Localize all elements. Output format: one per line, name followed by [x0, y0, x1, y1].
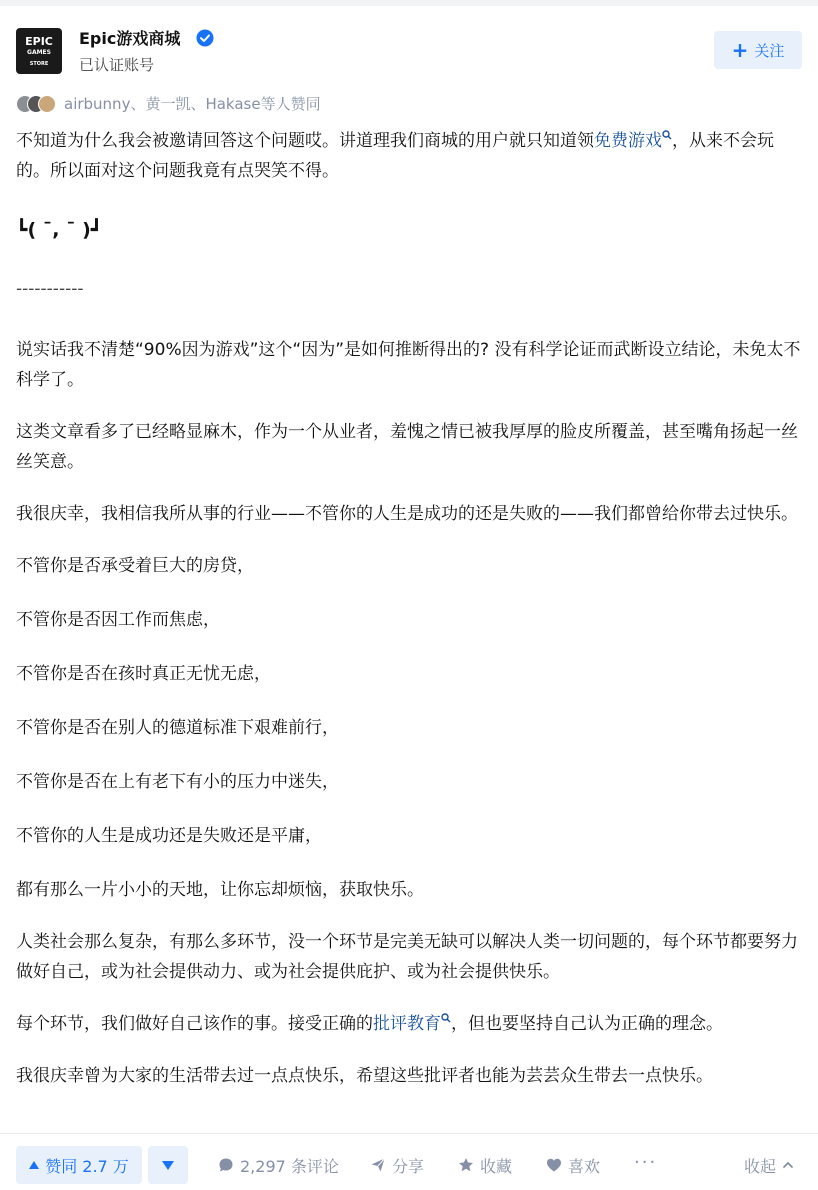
paragraph: 人类社会那么复杂，有那么多环节，没一个环节是完美无缺可以解决人类一切问题的，每个环节都要努力做好自己，或为社会提供动力、或为社会提供庇护、或为社会提供快乐。 [16, 932, 798, 982]
heart-icon [546, 1157, 562, 1173]
action-bar [16, 1146, 802, 1186]
paragraph: 我很庆幸，我相信我所从事的行业——不管你的人生是成功的还是失败的——我们都曾给你带去过快乐。 [16, 504, 798, 524]
likers-row[interactable] [16, 92, 321, 114]
paragraph: 这类文章看多了已经略显麻木，作为一个从业者，羞愧之情已被我厚厚的脸皮所覆盖，甚至嘴角扬起一丝丝笑意。 [16, 422, 798, 472]
follow-label: 关注 [754, 41, 785, 60]
paragraph: 不管你是否在别人的德道标准下艰难前行， [16, 718, 339, 738]
comment-icon [218, 1157, 234, 1173]
logo-text-games: GAMES [27, 49, 51, 56]
paragraph: 说实话我不清楚“90%因为游戏”这个“因为”是如何推断得出的? 没有科学论证而武断设立结论，未免太不科学了。 [16, 340, 801, 390]
comments-button[interactable] [218, 1146, 339, 1184]
downvote-button[interactable] [148, 1146, 188, 1184]
answer-header [16, 28, 802, 76]
upvote-button[interactable] [16, 1146, 142, 1184]
answer-content [16, 126, 802, 1091]
logo-text-epic: EPIC [25, 35, 53, 48]
separator-text: ----------- [16, 279, 84, 299]
plus-icon: + [731, 38, 749, 62]
upvote-label: 赞同 2.7 万 [45, 1156, 129, 1176]
share-icon [370, 1157, 386, 1173]
paragraph-text: 每个环节，我们做好自己该作的事。接受正确的 [16, 1014, 373, 1034]
paragraph: 不管你是否在孩时真正无忧无虑， [16, 664, 271, 684]
paragraph: 不管你是否在上有老下有小的压力中迷失， [16, 772, 339, 792]
liker-avatar [38, 95, 56, 113]
comments-label: 2,297 条评论 [240, 1156, 339, 1176]
favorite-button[interactable] [458, 1146, 512, 1184]
like-label: 喜欢 [568, 1156, 601, 1176]
search-icon [441, 1013, 451, 1023]
paragraph-text: ，但也要坚持自己认为正确的理念。 [451, 1014, 723, 1034]
upvote-arrow-icon [29, 1161, 39, 1169]
collapse-label: 收起 [743, 1156, 776, 1176]
search-icon [662, 130, 672, 140]
collapse-button[interactable] [744, 1146, 794, 1184]
logo-text-store: STORE [29, 61, 49, 67]
downvote-arrow-icon [162, 1161, 174, 1170]
paragraph [16, 1009, 802, 1039]
author-avatar[interactable] [16, 28, 62, 74]
star-icon [458, 1157, 474, 1173]
favorite-label: 收藏 [480, 1156, 513, 1176]
verified-badge-icon [196, 29, 214, 47]
author-subtitle: 已认证账号 [79, 56, 155, 74]
liker-avatars [16, 93, 60, 113]
paragraph: 都有那么一片小小的天地，让你忘却烦恼，获取快乐。 [16, 880, 424, 900]
kaomoji: ┗( ¯, ¯ )┛ [16, 219, 103, 241]
search-link-free-games[interactable] [594, 131, 672, 151]
follow-button[interactable] [714, 31, 802, 69]
like-button[interactable] [546, 1146, 600, 1184]
paragraph: 不管你是否因工作而焦虑， [16, 610, 220, 630]
search-link-criticism[interactable] [373, 1014, 451, 1034]
author-name[interactable]: Epic游戏商城 [79, 29, 181, 48]
top-bar-edge [0, 0, 818, 6]
paragraph: 不管你的人生是成功还是失败还是平庸， [16, 826, 322, 846]
paragraph: 不管你是否承受着巨大的房贷， [16, 556, 254, 576]
link-text: 批评教育 [373, 1014, 441, 1034]
likers-text: airbunny、黄一凯、Hakase等人赞同 [64, 94, 321, 113]
paragraph: 我很庆幸曾为大家的生活带去过一点点快乐，希望这些批评者也能为芸芸众生带去一点快乐。 [16, 1066, 713, 1086]
share-label: 分享 [392, 1156, 425, 1176]
link-text: 免费游戏 [594, 131, 662, 151]
paragraph-text: ，从来不会玩的。所以面对这个问题我竟有点哭笑不得。 [16, 131, 774, 181]
paragraph [16, 126, 802, 186]
share-button[interactable] [370, 1146, 424, 1184]
chevron-up-icon [782, 1159, 794, 1171]
more-button[interactable]: ··· [634, 1152, 658, 1173]
action-bar-divider [0, 1133, 818, 1134]
paragraph-text: 不知道为什么我会被邀请回答这个问题哎。讲道理我们商城的用户就只知道领 [16, 131, 594, 151]
